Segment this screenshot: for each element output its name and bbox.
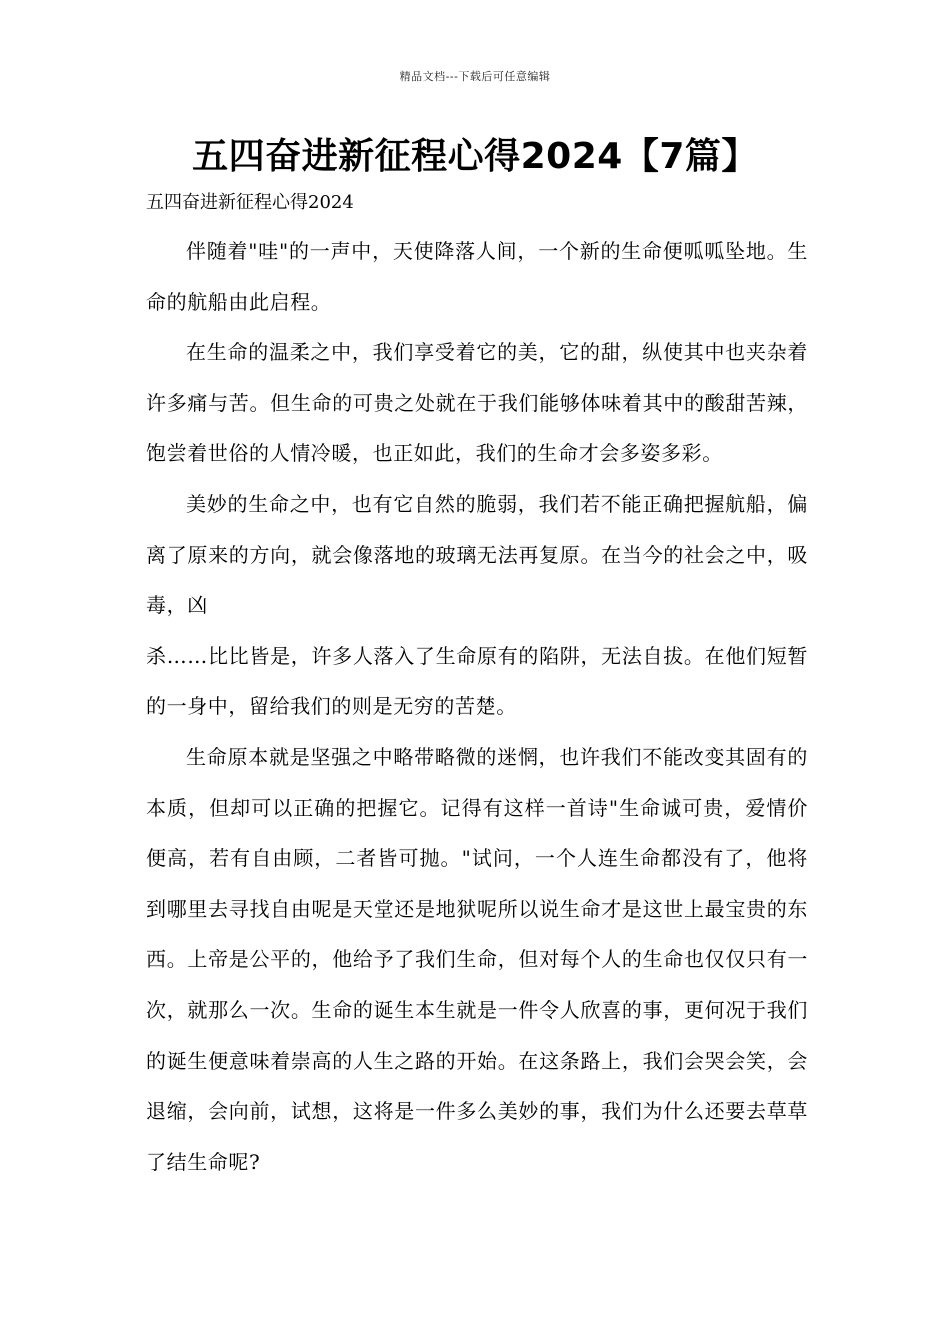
paragraph-3: 美妙的生命之中，也有它自然的脆弱，我们若不能正确把握航船，偏离了原来的方向，就会像落地的玻璃无法再复原。在当今的社会之中，吸毒，凶 bbox=[146, 491, 808, 618]
paragraph-4: 杀……比比皆是，许多人落入了生命原有的陷阱，无法自拔。在他们短暂的一身中，留给我们的则是无穷的苦楚。 bbox=[146, 643, 808, 719]
document-subtitle: 五四奋进新征程心得2024 bbox=[146, 192, 354, 213]
header-note: 精品文档---下载后可任意编辑 bbox=[399, 70, 551, 83]
paragraph-2: 在生命的温柔之中，我们享受着它的美，它的甜，纵使其中也夹杂着许多痛与苦。但生命的可贵之处就在于我们能够体味着其中的酸甜苦辣，饱尝着世俗的人情冷暖，也正如此，我们的生命才会多姿多彩。 bbox=[146, 340, 808, 466]
paragraph-1: 伴随着"哇"的一声中，天使降落人间，一个新的生命便呱呱坠地。生命的航船由此启程。 bbox=[146, 239, 808, 314]
document-body bbox=[146, 226, 808, 1187]
paragraph-5: 生命原本就是坚强之中略带略微的迷惘，也许我们不能改变其固有的本质，但却可以正确的把握它。记得有这样一首诗"生命诚可贵，爱情价便高，若有自由顾，二者皆可抛。"试问，一个人连生命都没有了，他将到哪里去寻找自由呢是天堂还是地狱呢所以说生命才是这世上最宝贵的东西。上帝是公平的，他给予了我们生命，但对每个人的生命也仅仅只有一次，就那么一次。生命的诞生本生就是一件令人欣喜的事，更何况于我们的诞生便意味着崇高的人生之路的开始。在这条路上，我们会哭会笑，会退缩，会向前，试想，这将是一件多么美妙的事，我们为什么还要去草草了结生命呢? bbox=[146, 744, 808, 1174]
document-title: 五四奋进新征程心得2024【7篇】 bbox=[192, 136, 758, 177]
